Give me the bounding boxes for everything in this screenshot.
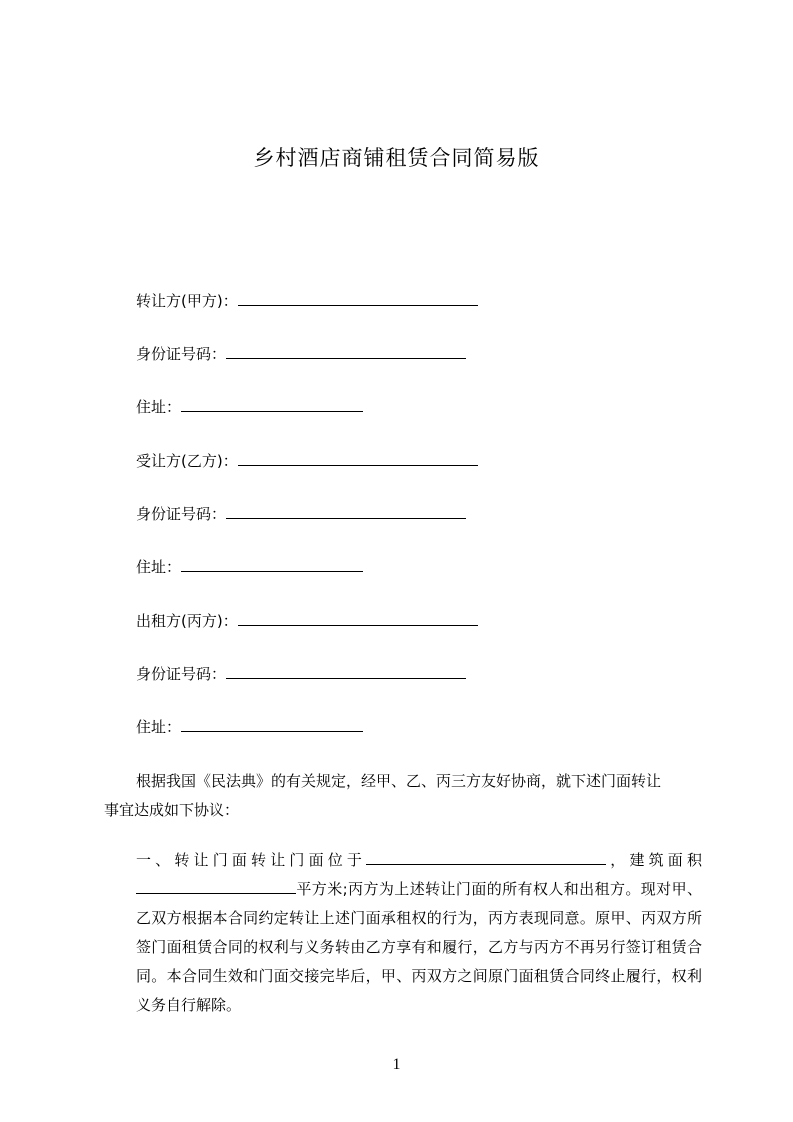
blank-line: [238, 291, 478, 306]
field-label: 转让方(甲方)：: [136, 292, 238, 310]
lessor-id-field: [136, 664, 466, 684]
blank-line: [226, 344, 466, 359]
field-label: 受让方(乙方)：: [136, 452, 238, 470]
page-number: 1: [392, 1056, 401, 1073]
field-label: 住址：: [136, 398, 182, 416]
intro-line-1: 根据我国《民法典》的有关规定，经甲、乙、丙三方友好协商，就下述门面转让: [136, 772, 662, 790]
blank-line: [181, 397, 363, 412]
area-blank: [136, 879, 296, 894]
clause-1-prefix: 一、转让门面转让门面位于: [136, 851, 367, 869]
lessor-name-field: [136, 611, 478, 631]
lessor-address-field: [136, 717, 363, 737]
blank-line: [181, 557, 363, 572]
clause-1-mid: ，建筑面积: [606, 851, 702, 869]
clause-1-text: [104, 846, 702, 1020]
blank-line: [238, 611, 478, 626]
field-label: 住址：: [136, 718, 182, 736]
field-label: 身份证号码：: [136, 505, 227, 523]
intro-paragraph: [104, 767, 702, 825]
field-label: 住址：: [136, 558, 182, 576]
transferor-address-field: [136, 397, 363, 417]
document-title: 乡村酒店商铺租赁合同简易版: [253, 146, 540, 170]
field-label: 身份证号码：: [136, 345, 227, 363]
clause-1-paragraph: [104, 846, 702, 1020]
clause-1-suffix: 平方米;丙方为上述转让门面的所有权人和出租方。现对甲、乙双方根据本合同约定转让上述门面承租权的行为，丙方表现同意。原甲、丙双方所签门面租赁合同的权利与义务转由乙方享有和履行，乙方与丙方不再另行签订租赁合同。本合同生效和门面交接完毕后，甲、丙双方之间原门面租赁合同终止履行，权利义务自行解除。: [136, 880, 702, 1014]
transferor-name-field: [136, 291, 478, 311]
field-label: 身份证号码：: [136, 665, 227, 683]
transferee-id-field: [136, 504, 466, 524]
transferee-address-field: [136, 557, 363, 577]
location-blank: [366, 850, 606, 865]
transferee-name-field: [136, 451, 478, 471]
blank-line: [226, 664, 466, 679]
blank-line: [226, 504, 466, 519]
field-label: 出租方(丙方)：: [136, 612, 238, 630]
intro-line-2: 事宜达成如下协议：: [104, 801, 240, 819]
blank-line: [238, 451, 478, 466]
transferor-id-field: [136, 344, 466, 364]
blank-line: [181, 717, 363, 732]
